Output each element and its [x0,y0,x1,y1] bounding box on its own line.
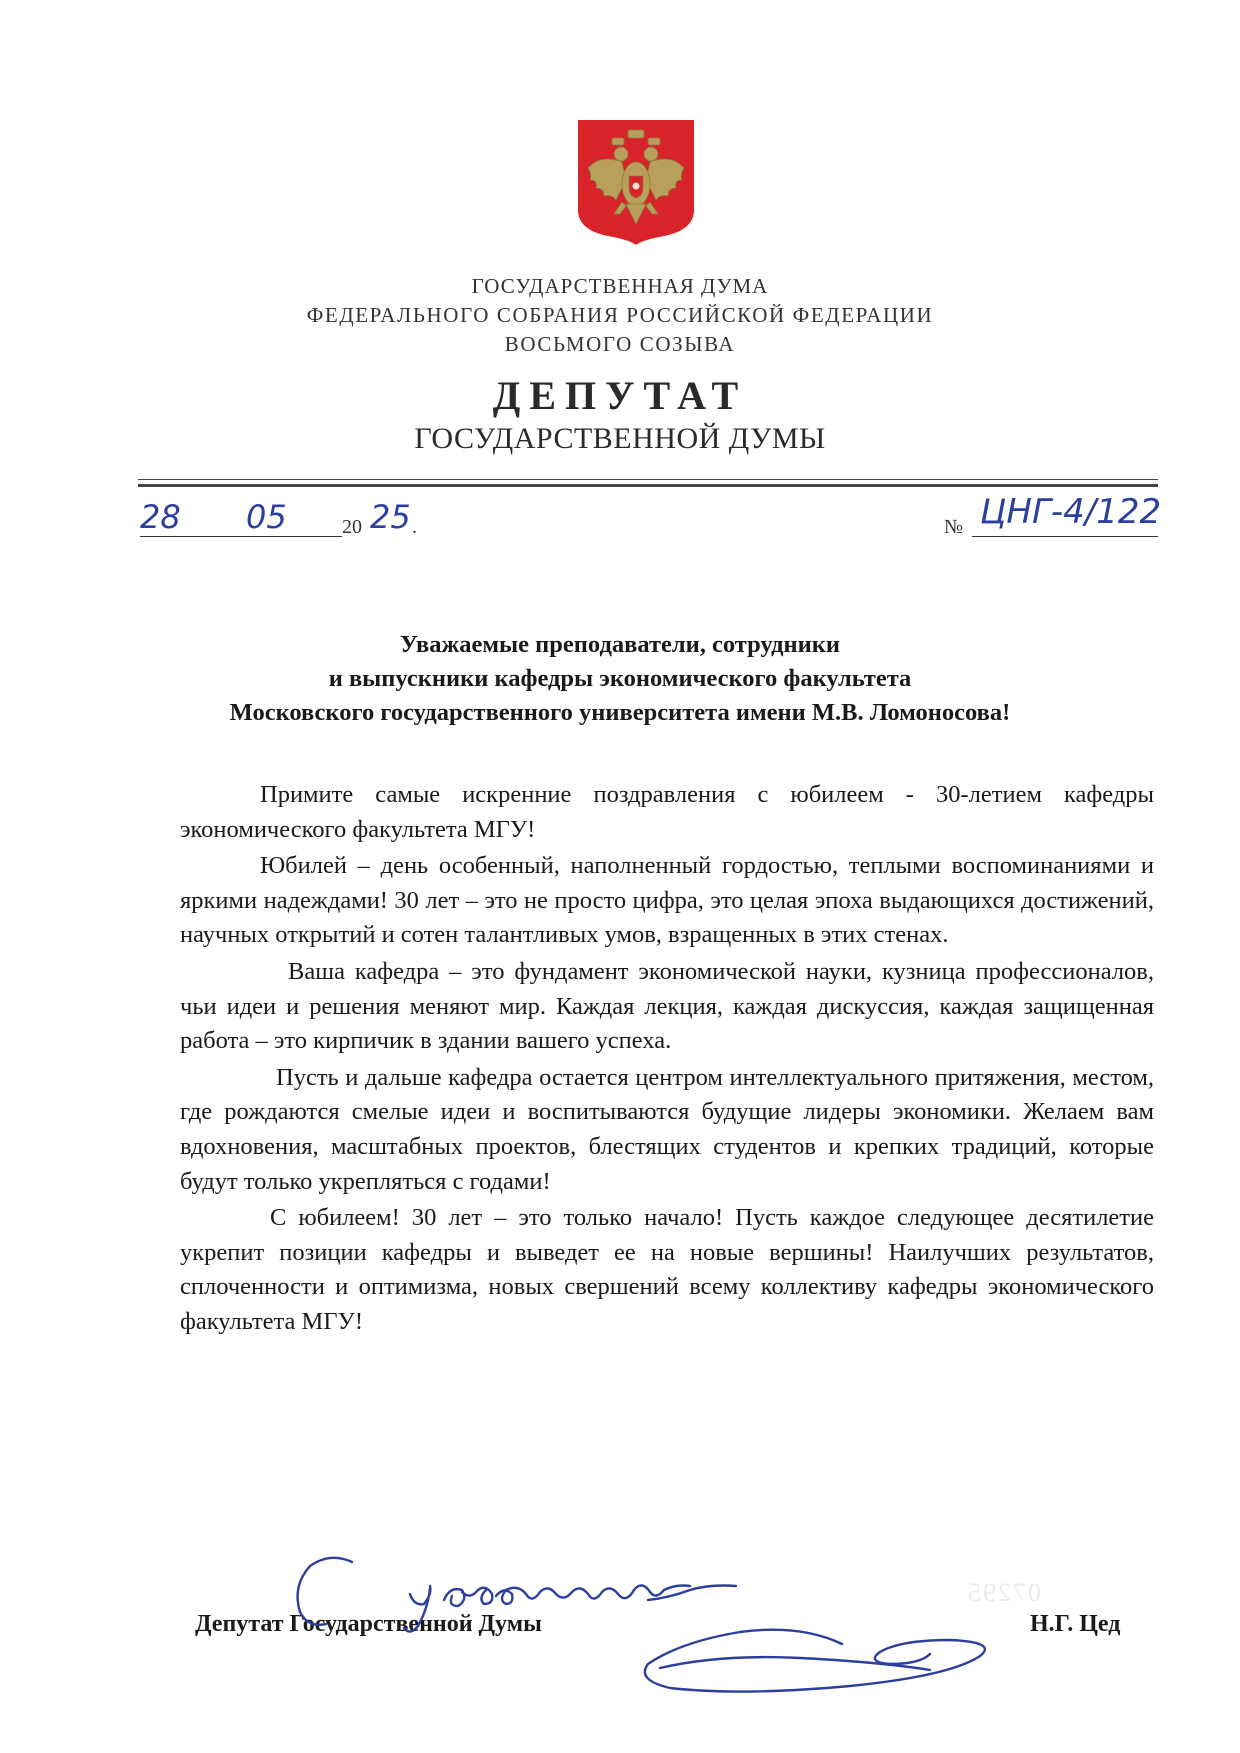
letterhead-line-1: ГОСУДАРСТВЕННАЯ ДУМА [471,274,769,298]
date-day: 28 [140,498,181,536]
number-value: ЦНГ-4/122 [980,492,1162,532]
header-rule-thin [138,479,1158,480]
paragraph-4: Пусть и дальше кафедра остается центром интеллектуального притяжения, местом, где рождаются смелые идеи и воспитываются будущие лидеры экономики. Желаем вам вдохновения, масштабных проектов, блестящих студентов и крепких традиций, которые будут только укрепляться с годами! [180,1063,1154,1195]
paragraph-5: С юбилеем! 30 лет – это только начало! Пусть каждое следующее десятилетие укрепит позиции кафедры и выведет ее на новые вершины! Наилучших результатов, сплоченности и оптимизма, новых свершений всему коллективу кафедры экономического факультета МГУ! [180,1204,1154,1335]
paragraph-3: Ваша кафедра – это фундамент экономической науки, кузница профессионалов, чьи идеи и решения меняют мир. Каждая лекция, каждая дискуссия, каждая защищенная работа – это кирпичик в здании вашего успеха. [180,957,1154,1055]
stamp-number: 07295 [966,1578,1041,1607]
number-sign: № [944,516,964,538]
paragraph-2: Юбилей – день особенный, наполненный гордостью, теплыми воспоминаниями и яркими надеждами! 30 лет – это не просто цифра, это целая эпоха выдающихся достижений, научных открытий и сотен талантливых умов, взращенных в этих стенах. [180,852,1154,949]
signature-label: Депутат Государственной Думы [195,1611,542,1637]
letterhead-line-3: ВОСЬМОГО СОЗЫВА [504,332,736,356]
date-dot: . [412,516,417,538]
letter-body [180,778,1154,1340]
number-line [972,536,1158,537]
russian-coat-of-arms-icon [574,118,698,246]
salutation-line-1: Уважаемые преподаватели, сотрудники [400,631,840,658]
salutation-line-3: Московского государственного университета имени М.В. Ломоносова! [229,699,1011,726]
letterhead-title: ДЕПУТАТ [492,373,748,418]
letterhead-subtitle: ГОСУДАРСТВЕННОЙ ДУМЫ [414,422,826,455]
salutation-line-2: и выпускники кафедры экономического факультета [328,665,912,692]
date-month-line [206,536,342,537]
date-month: 05 [246,498,287,536]
header-rule-thick [138,484,1158,487]
date-year-suffix: 25 [370,498,411,536]
signatory-name: Н.Г. Цед [1030,1611,1121,1637]
letterhead-line-2: ФЕДЕРАЛЬНОГО СОБРАНИЯ РОССИЙСКОЙ ФЕДЕРАЦИИ [306,303,934,327]
date-year-prefix: 20 [342,516,362,538]
paragraph-1: Примите самые искренние поздравления с юбилеем - 30-летием кафедры экономического факультета МГУ! [180,781,1154,843]
